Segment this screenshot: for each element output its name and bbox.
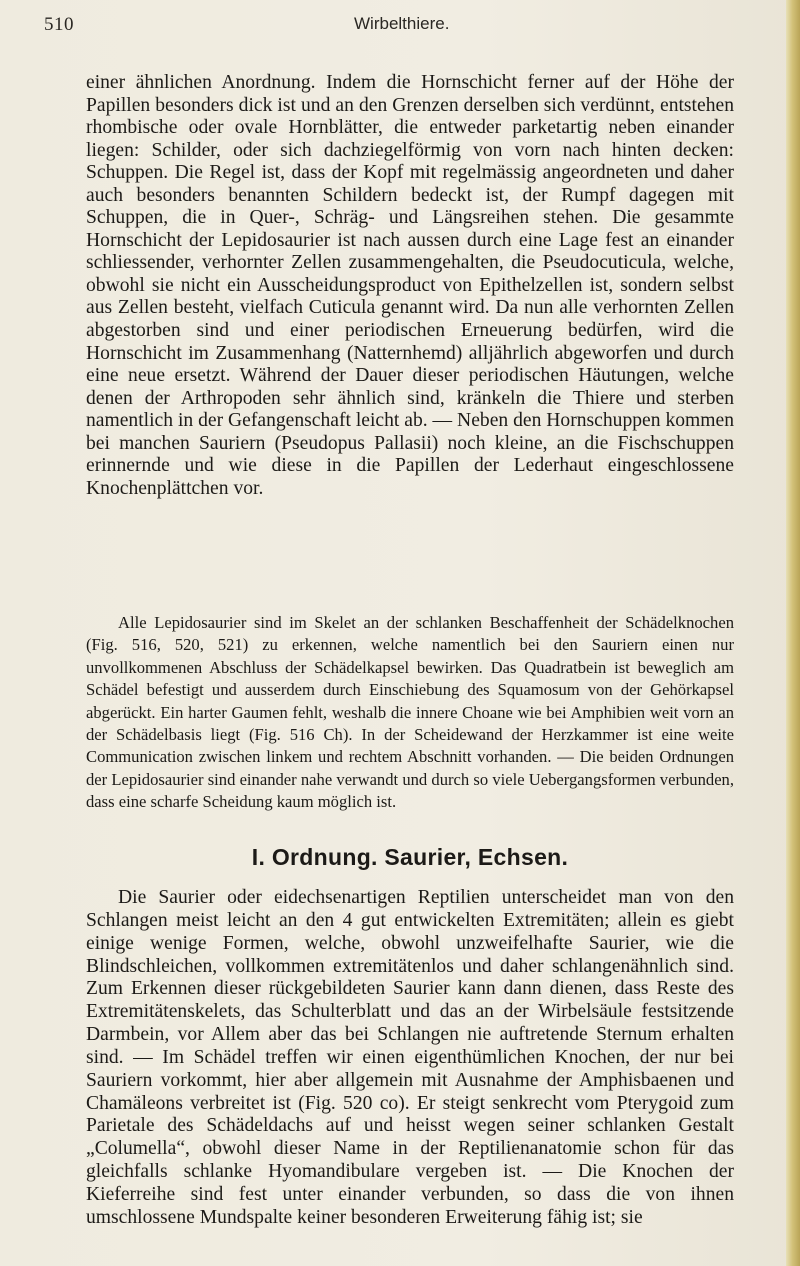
running-head: Wirbelthiere. (354, 14, 450, 33)
paragraph-lepidosaurier-skeleton: Alle Lepidosaurier sind im Skelet an der schlanken Beschaffenheit der Schädelknochen (Fig. 516, 520, 521) zu erkennen, welche namentlich bei den Sauriern einen nur unvollkommenen Abschluss der Schädelkapsel bewirken. Das Quadratbein ist beweglich am Schädel befestigt und ausserdem durch Einschiebung des Squamosum von der Gehörkapsel abgerückt. Ein harter Gaumen fehlt, weshalb die innere Choane wie bei Amphibien weit vorn an der Schädelbasis liegt (Fig. 516 Ch). In der Scheidewand der Herzkammer ist eine weite Communication zwischen linkem und rechtem Abschnitt vorhanden. — Die beiden Ordnungen der Lepidosaurier sind einander nahe verwandt und durch so viele Uebergangsformen verbunden, dass eine scharfe Scheidung kaum möglich ist. (86, 613, 734, 812)
paragraph-skin-scales: einer ähnlichen Anordnung. Indem die Hornschicht ferner auf der Höhe der Papillen besonders dick ist und an den Grenzen derselben sich verdünnt, entstehen rhombische oder ovale Hornblätter, die entweder parketartig neben einander liegen: Schilder, oder sich dachziegelförmig von vorn nach hinten decken: Schuppen. Die Regel ist, dass der Kopf mit regelmässig angeordneten und daher auch besonders benannten Schildern bedeckt ist, der Rumpf dagegen mit Schuppen, die in Quer-, Schräg- und Längsreihen stehen. Die gesammte Hornschicht der Lepidosaurier ist nach aussen durch eine Lage fest an einander schliessender, verhornter Zellen zusammengehalten, die Pseudocuticula, welche, obwohl sie nicht ein Ausscheidungsproduct von Epithelzellen ist, sondern selbst aus Zellen besteht, vielfach Cuticula genannt wird. Da nun alle verhornten Zellen abgestorben sind und einer periodischen Erneuerung bedürfen, wird die Hornschicht im Zusammenhang (Natternhemd) alljährlich abgeworfen und durch eine neue ersetzt. Während der Dauer dieser periodischen Häutungen, welche denen der Arthropoden sehr ähnlich sind, kränkeln die Thiere und sterben namentlich in der Gefangenschaft leicht ab. — Neben den Hornschuppen kommen bei manchen Sauriern (Pseudopus Pallasii) noch kleine, an die Fischschuppen erinnernde und wie diese in die Papillen der Lederhaut eingeschlossene Knochenplättchen vor. (86, 72, 735, 499)
page-edge (786, 0, 800, 1266)
page-number: 510 (44, 14, 74, 35)
section-heading: I. Ordnung. Saurier, Echsen. (251, 844, 569, 870)
page-header (44, 14, 744, 44)
paragraph-saurier-intro: Die Saurier oder eidechsenartigen Reptilien unterscheidet man von den Schlangen meist leicht an den 4 gut entwickelten Extremitäten; allein es giebt einige wenige Formen, welche, obwohl unzweifelhafte Saurier, wie die Blindschleichen, vollkommen extremitätenlos und daher schlangenähnlich sind. Zum Erkennen dieser rückgebildeten Saurier kann dann dienen, dass Reste des Extremitätenskelets, das Schulterblatt und das an der Wirbelsäule festsitzende Darmbein, vor Allem aber das bei Schlangen nie auftretende Sternum erhalten sind. — Im Schädel treffen wir einen eigenthümlichen Knochen, der nur bei Sauriern vorkommt, hier aber allgemein mit Ausnahme der Amphisbaenen und Chamäleons verbreitet ist (Fig. 520 co). Er steigt senkrecht vom Pterygoid zum Parietale des Schädeldachs auf und heisst wegen seiner schlanken Gestalt „Columella“, obwohl dieser Name in der Reptilienanatomie schon für das gleichfalls schlanke Hyomandibulare vergeben ist. — Die Knochen der Kieferreihe sind fest unter einander verbunden, so dass die von ihnen umschlossene Mundspalte keiner besonderen Erweiterung fähig ist; sie (86, 887, 734, 1228)
